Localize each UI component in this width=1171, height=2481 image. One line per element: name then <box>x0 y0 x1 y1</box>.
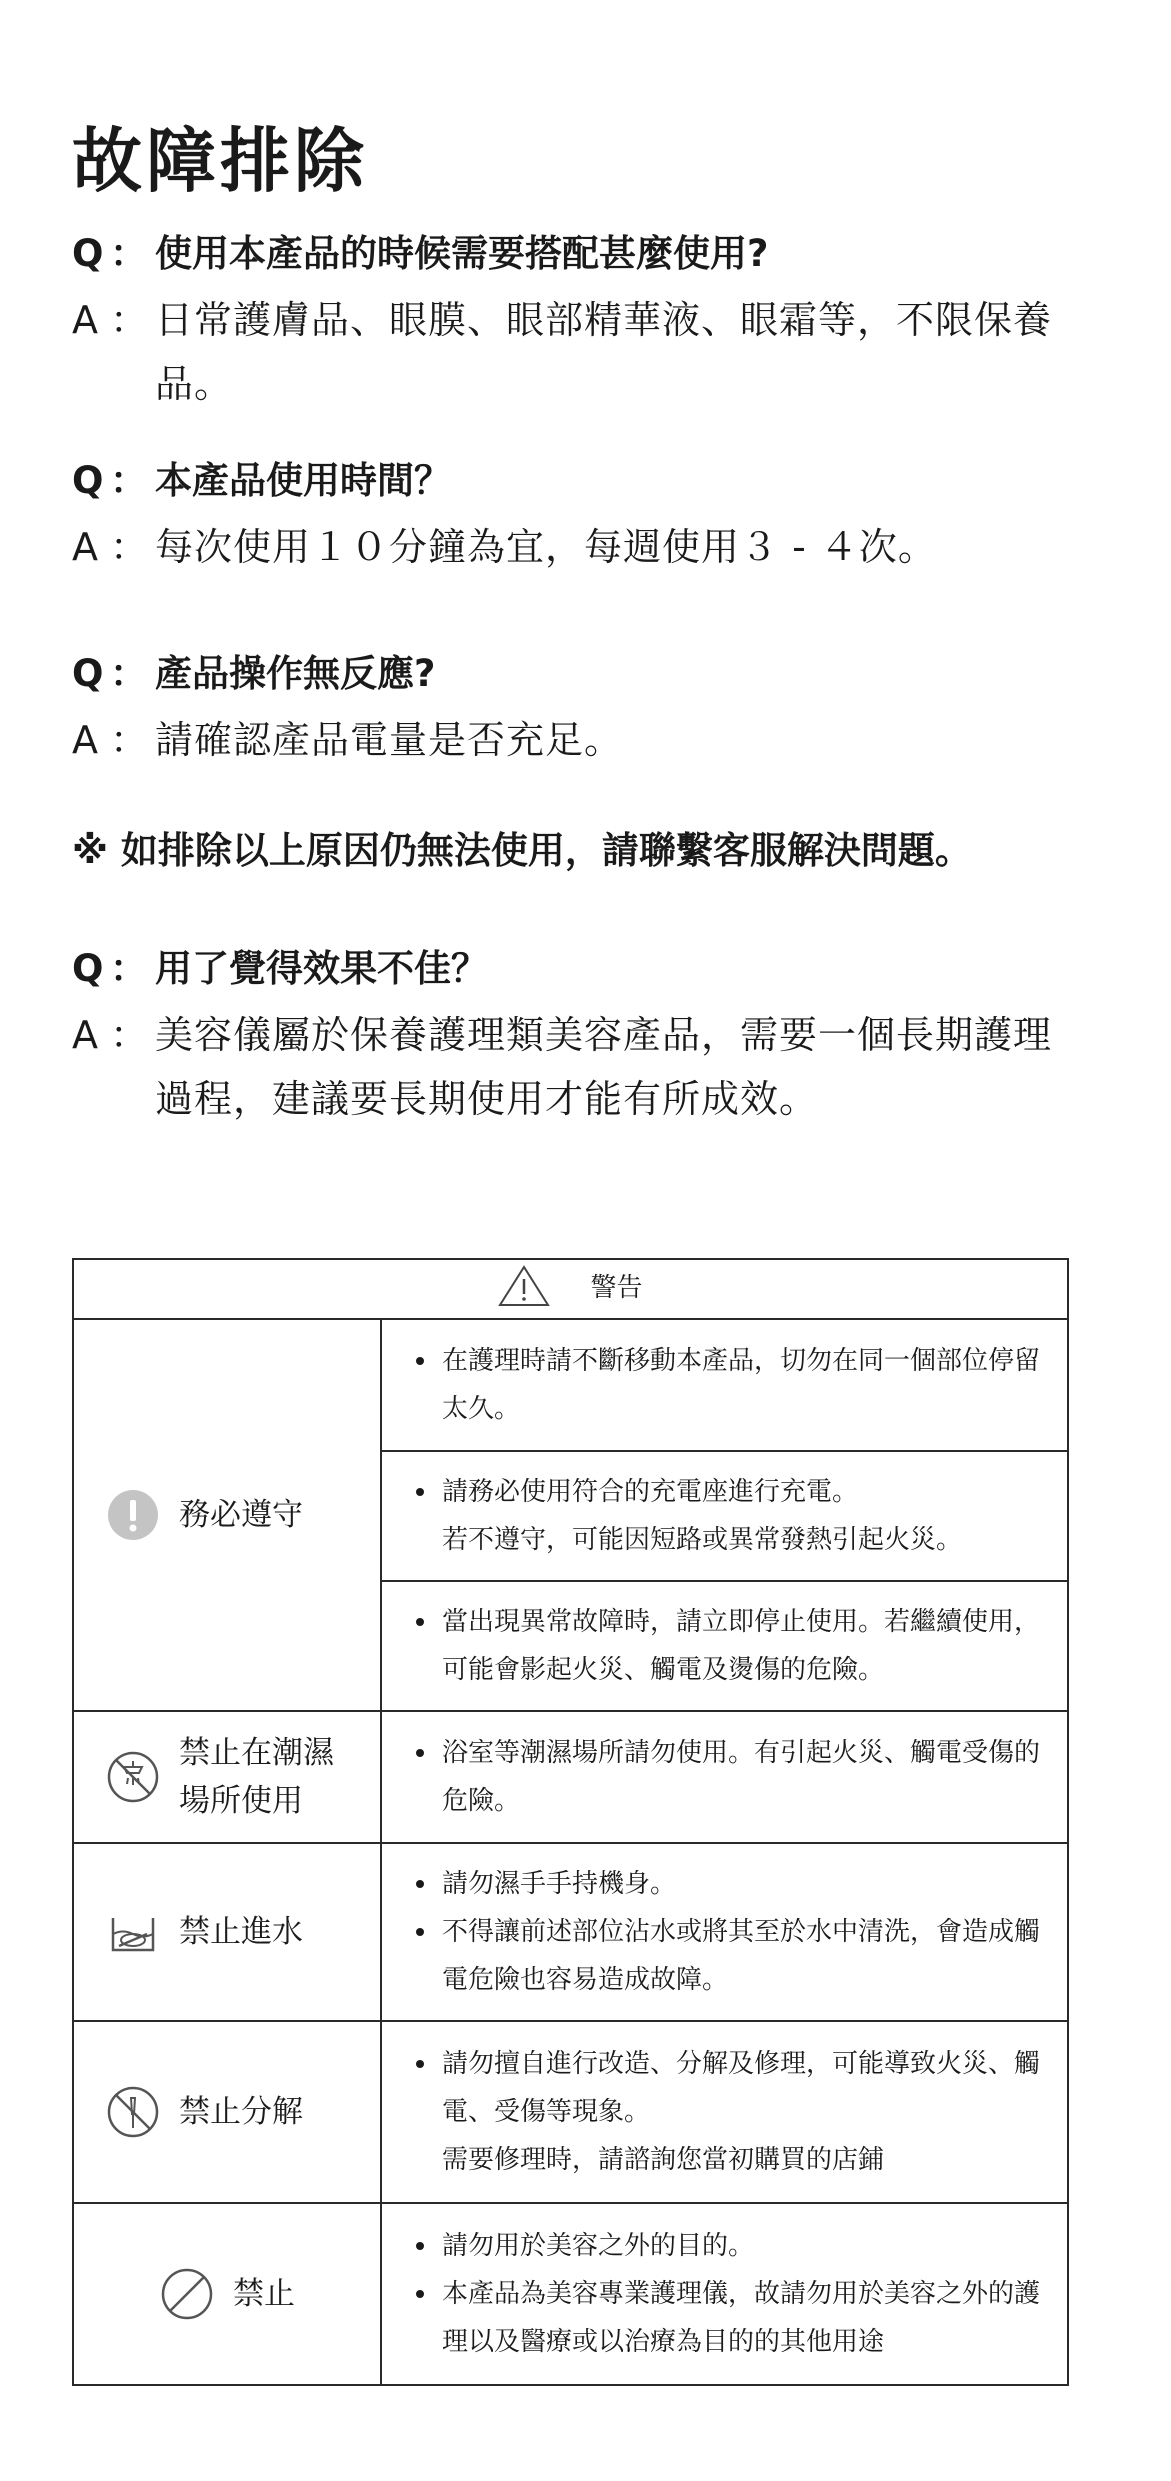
answer-text: 日常護膚品、眼膜、眼部精華液、眼霜等，不限保養品。 <box>155 298 1053 406</box>
answer-marker: A <box>72 298 99 342</box>
faq-item: Q ： 用了覺得效果不佳？ A ： 美容儀屬於保養護理類美容產品，需要一個長期護理過程，建議要長期使用才能有所成效。 <box>72 943 1112 1131</box>
warning-text-cell: 請勿濕手手持機身。 不得讓前述部位沾水或將其至於水中清洗，會造成觸電危險也容易造成故障。 <box>381 1843 1068 2021</box>
warning-text-cell: 浴室等潮濕場所請勿使用。有引起火災、觸電受傷的危險。 <box>381 1711 1068 1843</box>
page-title: 故障排除 <box>72 120 368 202</box>
question-marker: Q <box>72 652 104 695</box>
exclamation-icon <box>105 1487 161 1543</box>
question-marker: Q <box>72 232 104 275</box>
answer-text: 請確認產品電量是否充足。 <box>155 718 624 762</box>
section-label: 禁止在潮濕場所使用 <box>179 1735 334 1819</box>
section-label: 禁止進水 <box>179 1914 303 1950</box>
no-disassembly-icon <box>105 2084 161 2140</box>
question-marker: Q <box>72 947 104 990</box>
section-label-cell <box>73 2203 381 2385</box>
contact-note: ※ 如排除以上原因仍無法使用，請聯繫客服解決問題。 <box>72 829 972 872</box>
faq-item: Q ： 本產品使用時間？ A ： 每次使用１０分鐘為宜，每週使用３ - ４次。 <box>72 455 1112 579</box>
answer-marker: A <box>72 1013 99 1057</box>
warning-text-cell: 請務必使用符合的充電座進行充電。 若不遵守，可能因短路或異常發熱引起火災。 <box>381 1451 1068 1581</box>
faq-item: Q ： 產品操作無反應? A ： 請確認產品電量是否充足。 <box>72 648 1112 772</box>
section-label-cell <box>73 1843 381 2021</box>
question-marker: Q <box>72 459 104 502</box>
section-label: 務必遵守 <box>179 1497 303 1533</box>
answer-text: 每次使用１０分鐘為宜，每週使用３ - ４次。 <box>155 525 937 569</box>
section-label-cell <box>73 2021 381 2203</box>
answer-marker: A <box>72 525 99 569</box>
warning-header <box>73 1259 1068 1319</box>
warning-text-cell: 請勿擅自進行改造、分解及修理，可能導致火災、觸電、受傷等現象。 需要修理時，請諮詢您當初購買的店鋪 <box>381 2021 1068 2203</box>
warning-text-cell: 當出現異常故障時，請立即停止使用。若繼續使用，可能會影起火災、觸電及燙傷的危險。 <box>381 1581 1068 1711</box>
warning-text-cell: 在護理時請不斷移動本產品，切勿在同一個部位停留太久。 <box>381 1319 1068 1451</box>
section-label-cell <box>73 1711 381 1843</box>
prohibited-icon <box>159 2266 215 2322</box>
no-shower-icon <box>105 1749 161 1805</box>
section-label-cell <box>73 1319 381 1711</box>
answer-marker: A <box>72 718 99 762</box>
faq-item: Q ： 使用本產品的時候需要搭配甚麼使用? A ： 日常護膚品、眼膜、眼部精華液、眼霜等，不限保養品。 <box>72 228 1112 416</box>
warning-text-cell: 請勿用於美容之外的目的。 本產品為美容專業護理儀，故請勿用於美容之外的護理以及醫療或以治療為目的的其他用途 <box>381 2203 1068 2385</box>
warning-header-label: 警告 <box>590 1273 643 1303</box>
question-text: 產品操作無反應? <box>155 652 436 695</box>
question-text: 使用本產品的時候需要搭配甚麼使用? <box>155 232 769 275</box>
question-text: 用了覺得效果不佳？ <box>155 947 488 990</box>
section-label: 禁止分解 <box>179 2094 303 2130</box>
no-water-icon <box>105 1904 161 1960</box>
question-text: 本產品使用時間？ <box>155 459 451 502</box>
section-label: 禁止 <box>233 2276 295 2312</box>
warning-table <box>72 1258 1069 2386</box>
warning-triangle-icon <box>498 1264 550 1308</box>
answer-text: 美容儀屬於保養護理類美容產品，需要一個長期護理過程，建議要長期使用才能有所成效。 <box>155 1013 1053 1121</box>
